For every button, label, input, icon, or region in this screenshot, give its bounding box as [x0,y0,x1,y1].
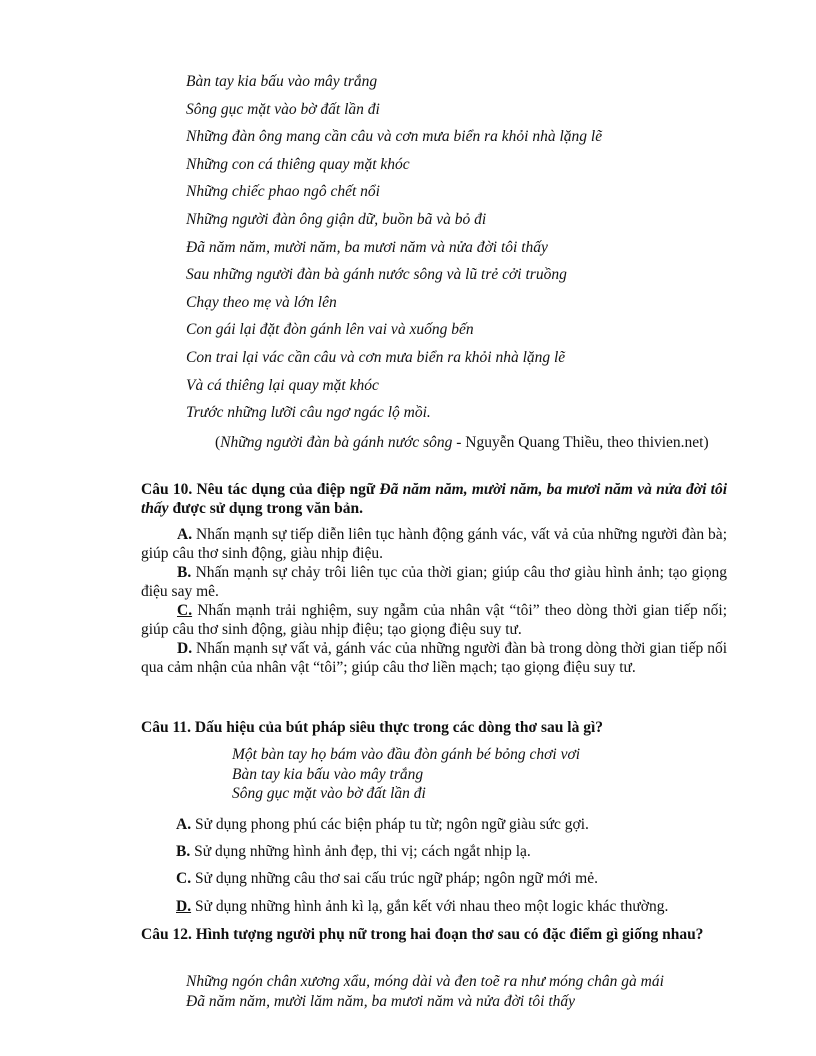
poem-line: Những đàn ông mang cần câu và cơn mưa biển ra khỏi nhà lặng lẽ [186,128,603,146]
poem-excerpt [186,72,746,431]
option-a: A. Sử dụng phong phú các biện pháp tu từ; ngôn ngữ giàu sức gợi. [176,816,589,833]
poem-line: Đã năm năm, mười năm, ba mươi năm và nửa đời tôi thấy [186,238,548,256]
poem-line: Những người đàn ông giận dữ, buồn bã và bỏ đi [186,210,487,228]
poem-line: Những con cá thiêng quay mặt khóc [186,155,410,173]
poem-line: Trước những lưỡi câu ngơ ngác lộ mồi. [186,404,431,422]
poem-line: Những chiếc phao ngô chết nổi [186,183,380,201]
poem-line: Những ngón chân xương xẩu, móng dài và đen toẽ ra như móng chân gà mái [186,973,664,990]
question-12-title: Câu 12. Hình tượng người phụ nữ trong hai đoạn thơ sau có đặc điểm gì giống nhau? [141,926,704,943]
source-citation: (Những người đàn bà gánh nước sông - Nguyễn Quang Thiều, theo thivien.net) [215,434,709,451]
poem-line: Và cá thiêng lại quay mặt khóc [186,376,379,394]
question-11-poem [232,745,712,804]
question-12-poem [186,972,731,1012]
poem-line: Đã năm năm, mười lăm năm, ba mươi năm và nửa đời tôi thấy [186,993,576,1010]
option-d-correct: D. Sử dụng những hình ảnh kì lạ, gắn kết với nhau theo một logic khác thường. [176,898,669,915]
poem-line: Con trai lại vác cần câu và cơn mưa biển ra khỏi nhà lặng lẽ [186,348,566,366]
option-d: D. Nhấn mạnh sự vất vả, gánh vác của những người đàn bà trong dòng thời gian tiếp nối qua cảm nhận của nhân vật “tôi”; giúp câu thơ liền mạch; tạo giọng điệu suy tư. [141,640,727,676]
question-11-title: Câu 11. Dấu hiệu của bút pháp siêu thực trong các dòng thơ sau là gì? [141,719,604,736]
poem-line: Bàn tay kia bấu vào mây trắng [186,73,378,90]
poem-line: Sông gục mặt vào bờ đất lần đi [232,785,426,802]
source-title: Những người đàn bà gánh nước sông [220,434,453,451]
poem-line: Con gái lại đặt đòn gánh lên vai và xuống bến [186,321,474,339]
option-b: B. Sử dụng những hình ảnh đẹp, thi vị; cách ngắt nhịp lạ. [176,843,531,860]
poem-line: Một bàn tay họ bám vào đầu đòn gánh bé bỏng chơi vơi [232,746,581,763]
option-c-correct: C. Nhấn mạnh trải nghiệm, suy ngẫm của nhân vật “tôi” theo dòng thời gian tiếp nối; giúp câu thơ sinh động, giàu nhịp điệu; tạo giọng điệu suy tư. [141,602,727,638]
question-10-title: Câu 10. Nêu tác dụng của điệp ngữ Đã năm năm, mười năm, ba mươi năm và nửa đời tôi thấy được sử dụng trong văn bản. [141,481,727,517]
option-a: A. Nhấn mạnh sự tiếp diễn liên tục hành động gánh vác, vất vả của những người đàn bà; giúp câu thơ sinh động, giàu nhịp điệu. [141,526,727,562]
poem-line: Chạy theo mẹ và lớn lên [186,293,337,311]
option-c: C. Sử dụng những câu thơ sai cấu trúc ngữ pháp; ngôn ngữ mới mẻ. [176,870,598,887]
question-10 [141,480,727,677]
poem-line: Sông gục mặt vào bờ đất lần đi [186,100,380,118]
source-author: - Nguyễn Quang Thiều, theo thivien.net) [452,434,709,451]
poem-line: Sau những người đàn bà gánh nước sông và lũ trẻ cởi truồng [186,266,567,284]
poem-line: Bàn tay kia bấu vào mây trắng [232,765,424,783]
option-b: B. Nhấn mạnh sự chảy trôi liên tục của thời gian; giúp câu thơ giàu hình ảnh; tạo giọng điệu say mê. [141,564,727,600]
